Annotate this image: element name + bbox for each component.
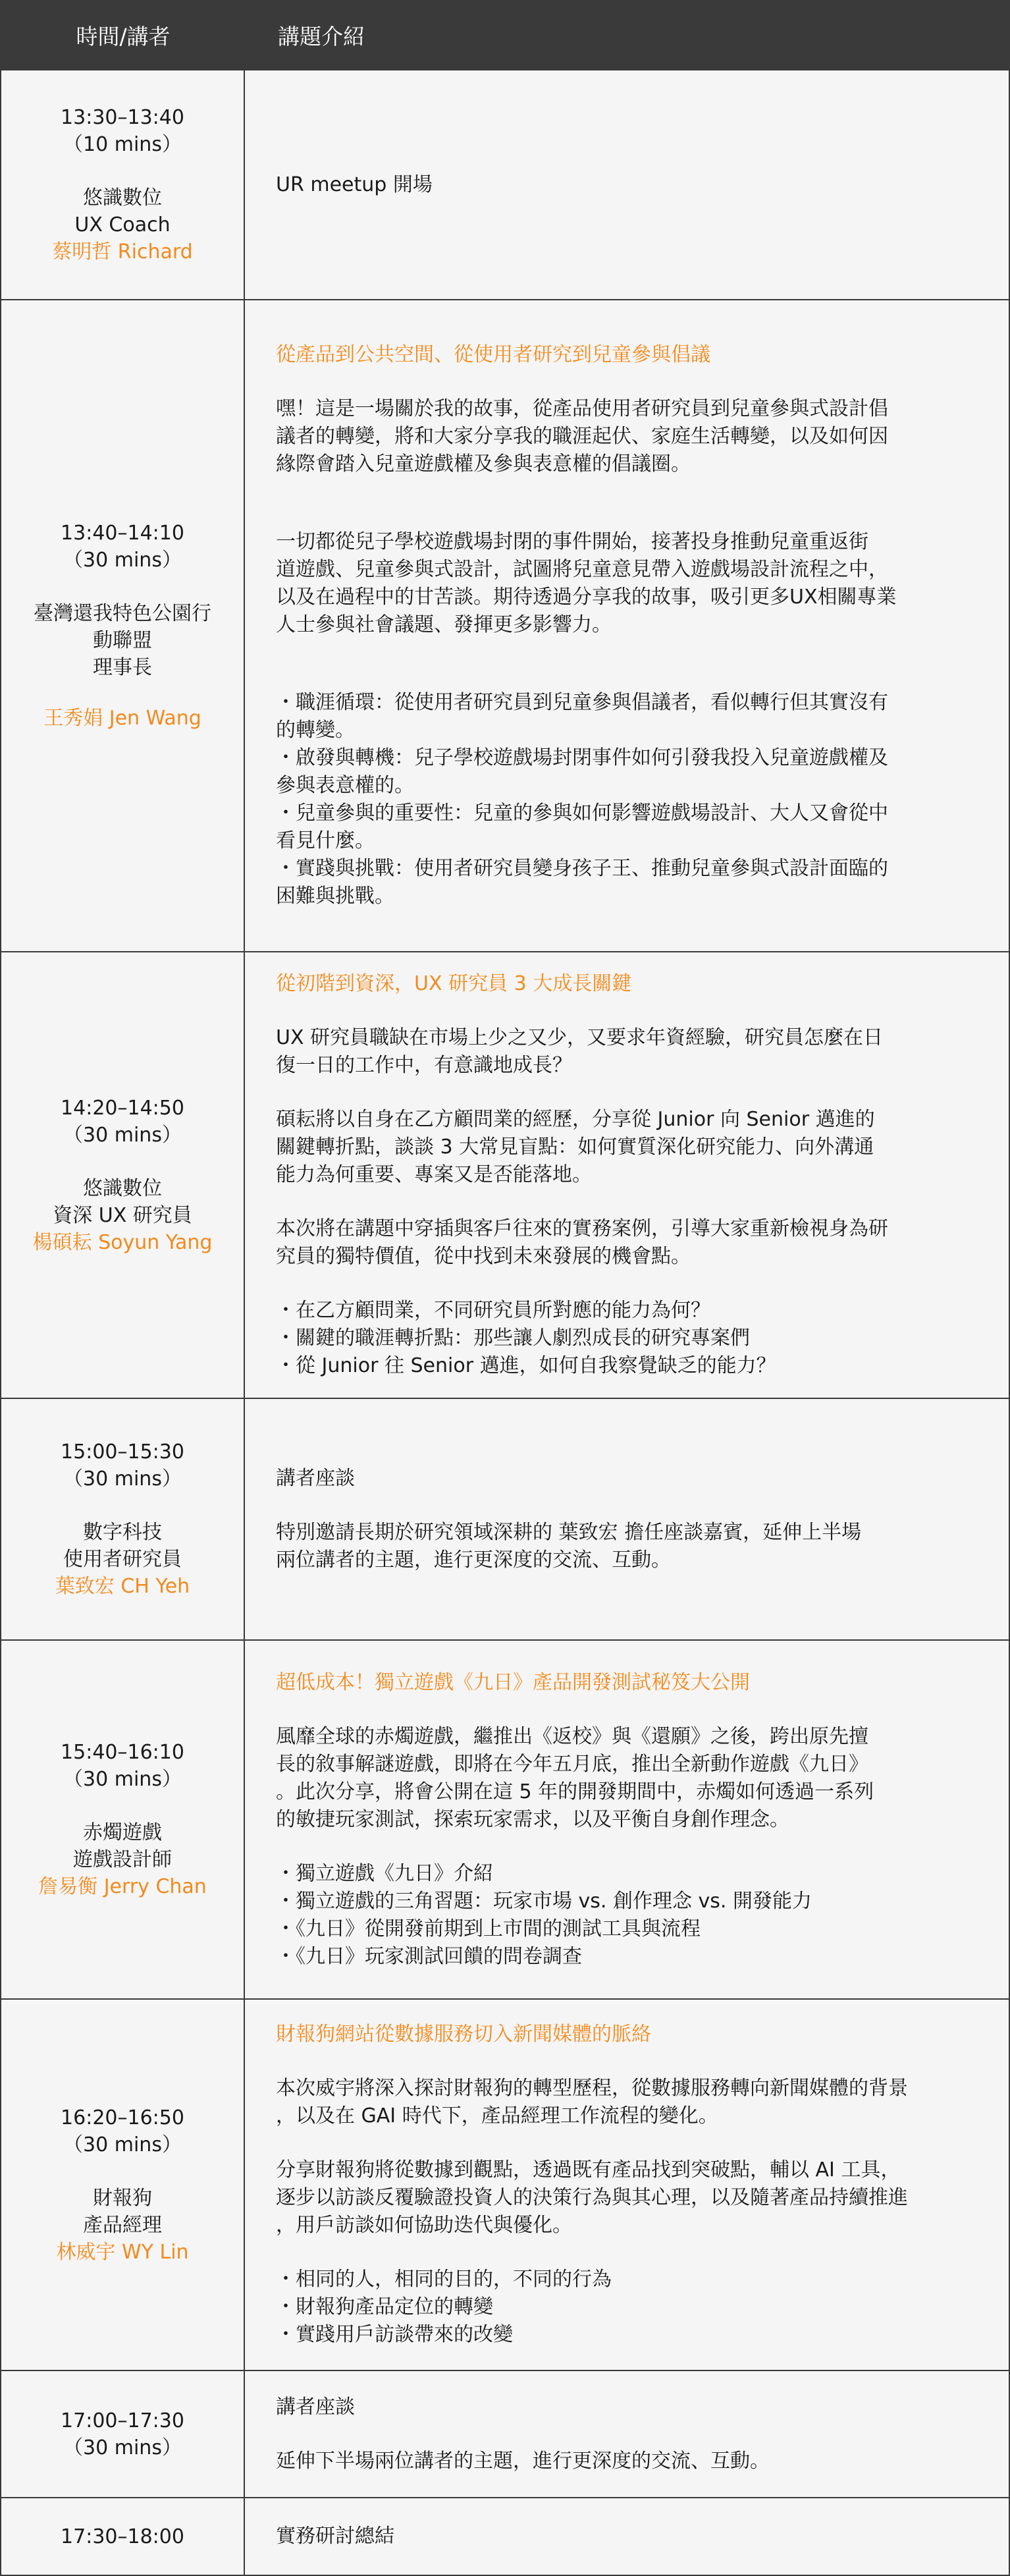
schedule-rows	[1, 69, 1009, 2575]
topic-cell	[245, 1641, 1009, 1998]
bullet-line: 參與表意權的。	[276, 774, 414, 797]
bullet-line: ・獨立遊戲《九日》介紹	[276, 1861, 493, 1885]
topic-cell	[245, 70, 1009, 299]
paragraph-line: 延伸下半場兩位講者的主題，進行更深度的交流、互動。	[276, 2449, 770, 2473]
bullet-line: ・實踐用戶訪談帶來的改變	[276, 2323, 513, 2346]
speaker-org: 使用者研究員	[63, 1548, 182, 1571]
bullet-line: ・從 Junior 往 Senior 邁進，如何自我察覺缺乏的能力？	[276, 1354, 776, 1377]
session-time: 17:00–17:30	[61, 2409, 184, 2432]
description-paragraph	[276, 1106, 982, 1189]
paragraph-line: 逐步以訪談反覆驗證投資人的決策行為與其心理，以及隨著產品持續推進	[276, 2186, 908, 2209]
description-paragraph	[276, 1519, 982, 1574]
session-time: 17:30–18:00	[61, 2525, 184, 2548]
bullet-item	[276, 1860, 982, 1888]
spacer	[276, 2239, 982, 2266]
panel-title: 講者座談	[276, 1466, 355, 1490]
session-duration: （30 mins）	[63, 1467, 182, 1491]
speaker-org: 財報狗	[93, 2186, 152, 2210]
topic-cell	[245, 1399, 1009, 1639]
bullet-item	[276, 800, 982, 855]
speaker-org: 悠識數位	[83, 186, 162, 209]
bullet-line: ・財報狗產品定位的轉變	[276, 2295, 493, 2318]
spacer	[276, 998, 982, 1024]
panel-title: 講者座談	[276, 2395, 355, 2419]
talk-title: 財報狗網站從數據服務切入新聞媒體的脈絡	[276, 2023, 651, 2046]
paragraph-line: 兩位講者的主題，進行更深度的交流、互動。	[276, 1548, 671, 1572]
topic-text: UR meetup 開場	[276, 173, 433, 196]
paragraph-line: 議者的轉變，將和大家分享我的職涯起伏、家庭生活轉變，以及如何因	[276, 425, 888, 448]
bullet-list	[276, 1297, 982, 1380]
talk-title: 從產品到公共空間、從使用者研究到兒童參與倡議	[276, 343, 710, 366]
time-speaker-cell	[1, 70, 245, 299]
spacer	[276, 1493, 982, 1519]
spacer	[276, 2130, 982, 2156]
paragraph-line: 人士參與社會議題、發揮更多影響力。	[276, 613, 612, 636]
bullet-item	[276, 1943, 982, 1971]
speaker-org: 赤燭遊戲	[83, 1821, 162, 1844]
speaker-org: 臺灣還我特色公園行	[34, 602, 211, 625]
session-duration: （10 mins）	[63, 133, 182, 156]
session-time: 16:20–16:50	[61, 2106, 184, 2129]
speaker-name: 蔡明哲 Richard	[52, 240, 193, 263]
schedule-row	[1, 299, 1009, 951]
time-speaker-cell	[1, 2000, 245, 2370]
table-header	[1, 1, 1009, 69]
schedule-row	[1, 1998, 1009, 2370]
session-time: 15:40–16:10	[61, 1741, 184, 1764]
spacer	[276, 1080, 982, 1106]
topic-cell	[245, 2000, 1009, 2370]
spacer	[276, 369, 982, 395]
speaker-org: 悠識數位	[83, 1176, 162, 1200]
spacer	[276, 1834, 982, 1860]
header-time-speaker: 時間/講者	[76, 24, 171, 49]
description-paragraph	[276, 1723, 982, 1834]
spacer	[276, 1697, 982, 1723]
bullet-item	[276, 1325, 982, 1352]
bullet-line: ・關鍵的職涯轉折點：那些讓人劇烈成長的研究專案們	[276, 1327, 750, 1350]
schedule-row	[1, 2370, 1009, 2497]
bullet-line: 看見什麼。	[276, 829, 375, 852]
paragraph-line: 道遊戲、兒童參與式設計，試圖將兒童意見帶入遊戲場設計流程之中，	[276, 558, 888, 581]
paragraph-line: 的敏捷玩家測試，探索玩家需求，以及平衡自身創作理念。	[276, 1807, 789, 1831]
bullet-line: ・實踐與挑戰：使用者研究員變身孩子王、推動兒童參與式設計面臨的	[276, 857, 888, 880]
session-duration: （30 mins）	[63, 2436, 182, 2459]
spacer	[276, 639, 982, 689]
topic-text: 實務研討總結	[276, 2525, 394, 2548]
time-speaker-cell	[1, 2371, 245, 2497]
speaker-org: 產品經理	[83, 2213, 162, 2237]
schedule-row	[1, 69, 1009, 299]
talk-title: 從初階到資深，UX 研究員 3 大成長關鍵	[276, 972, 632, 995]
paragraph-line: 本次將在講題中穿插與客戶往來的實務案例，引導大家重新檢視身為研	[276, 1217, 888, 1240]
paragraph-line: 長的敘事解謎遊戲，即將在今年五月底，推出全新動作遊戲《九日》	[276, 1752, 868, 1776]
talk-title: 超低成本！獨立遊戲《九日》產品開發測試秘笈大公開	[276, 1670, 750, 1694]
bullet-line: 的轉變。	[276, 719, 355, 742]
bullet-item	[276, 2293, 982, 2321]
bullet-item	[276, 2321, 982, 2349]
session-duration: （30 mins）	[63, 1768, 182, 1791]
session-duration: （30 mins）	[63, 2133, 182, 2156]
time-speaker-cell	[1, 1399, 245, 1639]
speaker-org: UX Coach	[74, 213, 171, 236]
paragraph-line: 本次威宇將深入探討財報狗的轉型歷程，從數據服務轉向新聞媒體的背景	[276, 2077, 908, 2100]
bullet-item	[276, 1297, 982, 1325]
bullet-list	[276, 2266, 982, 2349]
spacer	[276, 478, 982, 528]
spacer	[276, 1189, 982, 1215]
paragraph-line: 碩耘將以自身在乙方顧問業的經歷，分享從 Junior 向 Senior 邁進的	[276, 1108, 875, 1131]
paragraph-line: 特別邀請長期於研究領域深耕的 葉致宏 擔任座談嘉賓，延伸上半場	[276, 1520, 862, 1544]
session-time: 15:00–15:30	[61, 1440, 184, 1464]
paragraph-line: 嘿！這是一場關於我的故事，從產品使用者研究員到兒童參與式設計倡	[276, 397, 888, 420]
time-speaker-cell	[1, 300, 245, 951]
bullet-item	[276, 1888, 982, 1915]
bullet-item	[276, 689, 982, 744]
paragraph-line: 風靡全球的赤燭遊戲，繼推出《返校》與《還願》之後，跨出原先擅	[276, 1724, 868, 1748]
paragraph-line: 。此次分享，將會公開在這 5 年的開發期間中，赤燭如何透過一系列	[276, 1780, 874, 1803]
paragraph-line: 緣際會踏入兒童遊戲權及參與表意權的倡議圈。	[276, 452, 691, 476]
paragraph-line: 關鍵轉折點，談談 3 大常見盲點：如何實質深化研究能力、向外溝通	[276, 1136, 874, 1159]
topic-cell	[245, 952, 1009, 1398]
time-speaker-cell	[1, 1641, 245, 1998]
header-topic: 講題介紹	[278, 24, 365, 49]
session-time: 14:20–14:50	[61, 1096, 184, 1120]
topic-cell	[245, 2371, 1009, 2497]
speaker-name: 王秀娟 Jen Wang	[43, 707, 201, 730]
bullet-item	[276, 1352, 982, 1380]
bullet-item	[276, 2266, 982, 2293]
bullet-line: ・職涯循環：從使用者研究員到兒童參與倡議者，看似轉行但其實沒有	[276, 691, 888, 714]
topic-cell	[245, 300, 1009, 951]
spacer	[276, 2421, 982, 2448]
bullet-list	[276, 1860, 982, 1971]
bullet-line: ・獨立遊戲的三角習題：玩家市場 vs. 創作理念 vs. 開發能力	[276, 1889, 812, 1913]
schedule-row	[1, 2497, 1009, 2575]
speaker-name: 楊碩耘 Soyun Yang	[32, 1230, 213, 1254]
session-time: 13:30–13:40	[61, 106, 184, 129]
description-paragraph	[276, 2448, 982, 2475]
bullet-line: ・兒童參與的重要性：兒童的參與如何影響遊戲場設計、大人又會從中	[276, 802, 888, 825]
schedule-row	[1, 1639, 1009, 1998]
time-speaker-cell	[1, 952, 245, 1398]
description-paragraph	[276, 2156, 982, 2239]
paragraph-line: 分享財報狗將從數據到觀點，透過既有產品找到突破點，輔以 AI 工具，	[276, 2158, 901, 2181]
speaker-name: 林威宇 WY Lin	[56, 2240, 189, 2264]
speaker-org: 資深 UX 研究員	[53, 1203, 192, 1227]
bullet-item	[276, 744, 982, 800]
session-duration: （30 mins）	[63, 1123, 182, 1147]
time-speaker-cell	[1, 2498, 245, 2575]
paragraph-line: 究員的獨特價值，從中找到未來發展的機會點。	[276, 1245, 691, 1268]
bullet-line: ・啟發與轉機：兒子學校遊戲場封閉事件如何引發我投入兒童遊戲權及	[276, 746, 888, 769]
description-paragraph	[276, 2075, 982, 2130]
paragraph-line: ，以及在 GAI 時代下，產品經理工作流程的變化。	[276, 2104, 718, 2127]
description-paragraph	[276, 528, 982, 639]
description-paragraph	[276, 1024, 982, 1080]
bullet-line: 困難與挑戰。	[276, 885, 394, 908]
speaker-org: 理事長	[93, 656, 152, 679]
bullet-line: ・在乙方顧問業，不同研究員所對應的能力為何？	[276, 1299, 710, 1322]
speaker-org: 動聯盟	[93, 629, 152, 652]
topic-cell	[245, 2498, 1009, 2575]
bullet-line: ・相同的人，相同的目的，不同的行為	[276, 2268, 612, 2291]
schedule-row	[1, 1398, 1009, 1639]
session-time: 13:40–14:10	[61, 522, 184, 545]
bullet-line: ・《九日》從開發前期到上市間的測試工具與流程	[276, 1917, 701, 1940]
paragraph-line: 復一日的工作中，有意識地成長？	[276, 1054, 572, 1077]
description-paragraph	[276, 1215, 982, 1271]
bullet-item	[276, 855, 982, 910]
speaker-org: 遊戲設計師	[73, 1848, 172, 1871]
bullet-list	[276, 689, 982, 910]
schedule-row	[1, 951, 1009, 1398]
speaker-org: 數字科技	[83, 1521, 162, 1544]
spacer	[276, 1271, 982, 1297]
speaker-name: 詹易衡 Jerry Chan	[38, 1875, 207, 1898]
paragraph-line: 能力為何重要、專案又是否能落地。	[276, 1163, 592, 1186]
speaker-name: 葉致宏 CH Yeh	[55, 1575, 190, 1598]
paragraph-line: UX 研究員職缺在市場上少之又少，又要求年資經驗，研究員怎麼在日	[276, 1026, 884, 1049]
bullet-item	[276, 1915, 982, 1943]
bullet-line: ・《九日》玩家測試回饋的問卷調查	[276, 1944, 582, 1968]
paragraph-line: 一切都從兒子學校遊戲場封閉的事件開始，接著投身推動兒童重返街	[276, 530, 868, 553]
description-paragraph	[276, 395, 982, 478]
paragraph-line: ，用戶訪談如何協助迭代與優化。	[276, 2214, 572, 2237]
session-duration: （30 mins）	[63, 549, 182, 572]
paragraph-line: 以及在過程中的甘苦談。期待透過分享我的故事，吸引更多UX相關專業	[276, 586, 897, 609]
spacer	[276, 2048, 982, 2075]
